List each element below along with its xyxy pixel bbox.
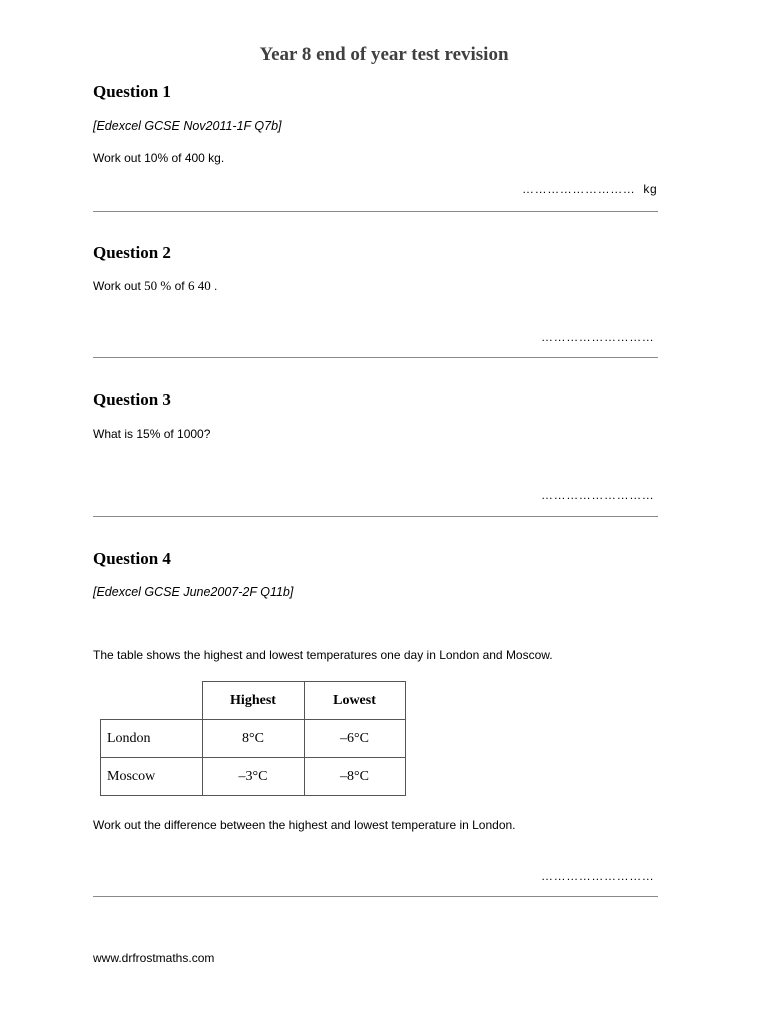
answer-unit: kg [643, 182, 658, 196]
table-row-label: London [101, 720, 203, 758]
answer-dots: ……………………… [522, 182, 636, 196]
question-4-source: [Edexcel GCSE June2007-2F Q11b] [93, 585, 294, 599]
table-header-row [101, 682, 406, 720]
question-1-source: [Edexcel GCSE Nov2011-1F Q7b] [93, 119, 282, 133]
question-2-value-amount: 6 40 [187, 278, 211, 293]
question-2-suffix: . [214, 279, 218, 293]
divider [93, 516, 658, 517]
question-2-heading: Question 2 [93, 243, 171, 262]
table-corner [101, 682, 203, 720]
question-2-answer-line: ……………………… [541, 330, 655, 344]
question-4-heading: Question 4 [93, 549, 171, 568]
question-3-text: What is 15% of 1000? [93, 427, 211, 441]
table-cell-lowest: –6°C [304, 720, 405, 758]
question-4-text: Work out the difference between the highest and lowest temperature in London. [93, 818, 516, 832]
footer-url: www.drfrostmaths.com [93, 951, 215, 965]
question-2-mid: of [174, 279, 185, 293]
question-4-intro: The table shows the highest and lowest temperatures one day in London and Moscow. [93, 648, 553, 662]
table-row-label: Moscow [101, 758, 203, 796]
question-2-value-percent: 50 % [144, 278, 172, 293]
question-3-heading: Question 3 [93, 390, 171, 409]
divider [93, 896, 658, 897]
question-1-text: Work out 10% of 400 kg. [93, 151, 225, 165]
table-row [101, 720, 406, 758]
table-cell-lowest: –8°C [304, 758, 405, 796]
table-cell-highest: 8°C [202, 720, 304, 758]
table-row [101, 758, 406, 796]
question-1-heading: Question 1 [93, 82, 171, 101]
question-2-text [93, 278, 217, 294]
page-title: Year 8 end of year test revision [259, 44, 509, 65]
divider [93, 357, 658, 358]
table-cell-highest: –3°C [202, 758, 304, 796]
divider [93, 211, 658, 212]
question-3-answer-line: ……………………… [541, 488, 655, 502]
table-header-highest: Highest [202, 682, 304, 720]
temperature-table [100, 681, 406, 796]
question-2-prefix: Work out [93, 279, 141, 293]
question-1-answer-line [522, 182, 657, 196]
question-4-answer-line: ……………………… [541, 869, 655, 883]
table-header-lowest: Lowest [304, 682, 405, 720]
